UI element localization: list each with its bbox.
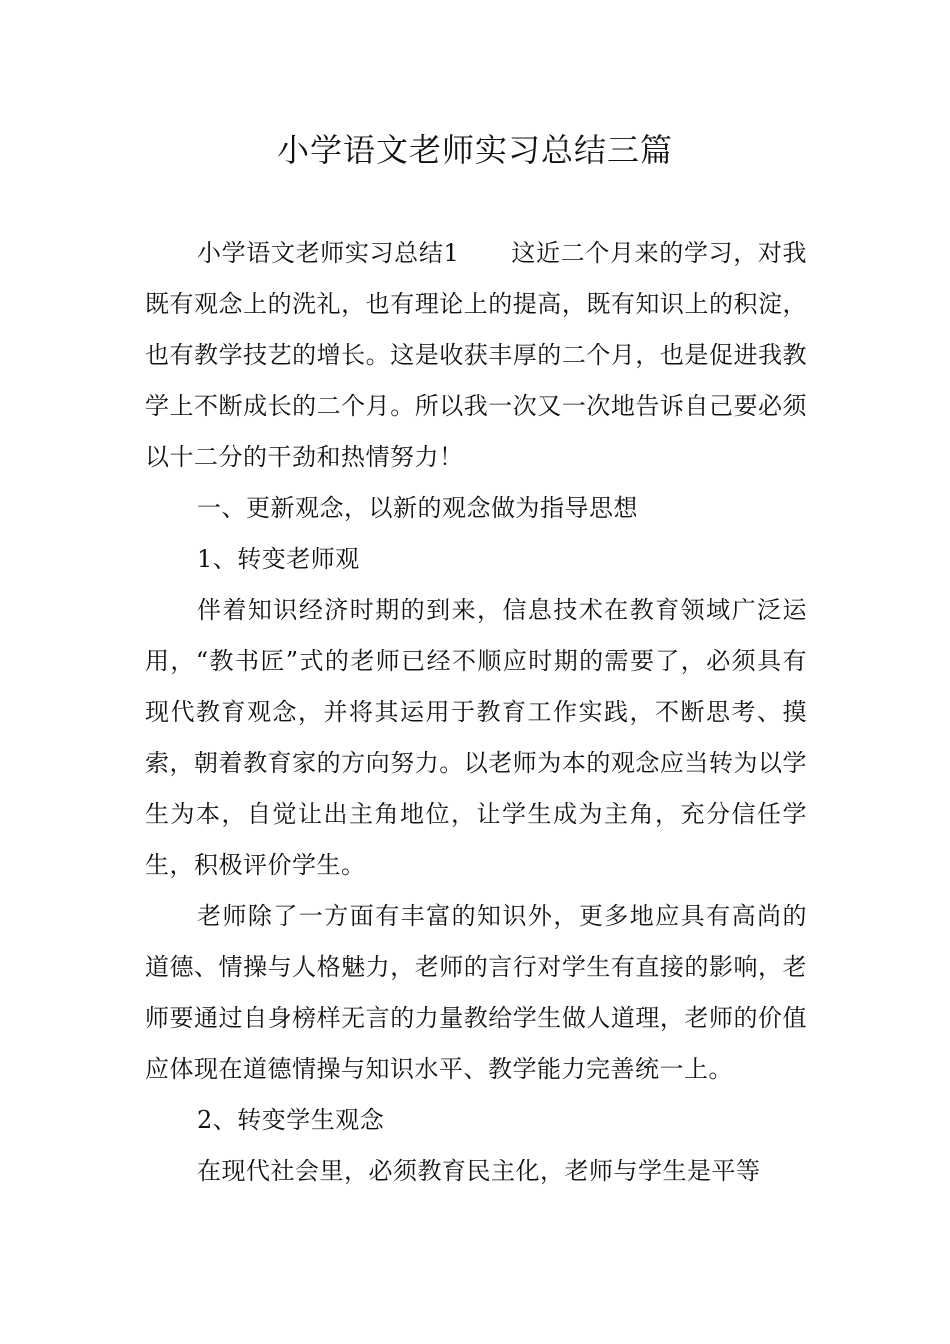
- section-heading-1: 一、更新观念，以新的观念做为指导思想: [197, 494, 638, 522]
- subheading-teacher-view: 1、转变老师观: [197, 545, 360, 573]
- intro-lead: 小学语文老师实习总结1: [197, 239, 460, 267]
- subheading-student-view: 2、转变学生观念: [197, 1106, 385, 1134]
- document-body: [145, 228, 807, 1197]
- document-title: 小学语文老师实习总结三篇: [276, 131, 673, 169]
- body-paragraph: 老师除了一方面有丰富的知识外，更多地应具有高尚的道德、情操与人格魅力，老师的言行对学生有直接的影响，老师要通过自身榜样无言的力量教给学生做人道理，老师的价值应体现在道德情操与知识水平、教学能力完善统一上。: [145, 902, 807, 1083]
- intro-paragraph: [145, 228, 807, 483]
- body-paragraph: 伴着知识经济时期的到来，信息技术在教育领域广泛运用，“教书匠”式的老师已经不顺应时期的需要了，必须具有现代教育观念，并将其运用于教育工作实践，不断思考、摸索，朝着教育家的方向努力。以老师为本的观念应当转为以学生为本，自觉让出主角地位，让学生成为主角，充分信任学生，积极评价学生。: [145, 596, 807, 879]
- intro-text: 这近二个月来的学习，对我既有观念上的洗礼，也有理论上的提高，既有知识上的积淀，也有教学技艺的增长。这是收获丰厚的二个月，也是促进我教学上不断成长的二个月。所以我一次又一次地告诉自己要必须以十二分的干劲和热情努力！: [145, 239, 807, 471]
- body-paragraph: 在现代社会里，必须教育民主化，老师与学生是平等: [197, 1157, 761, 1185]
